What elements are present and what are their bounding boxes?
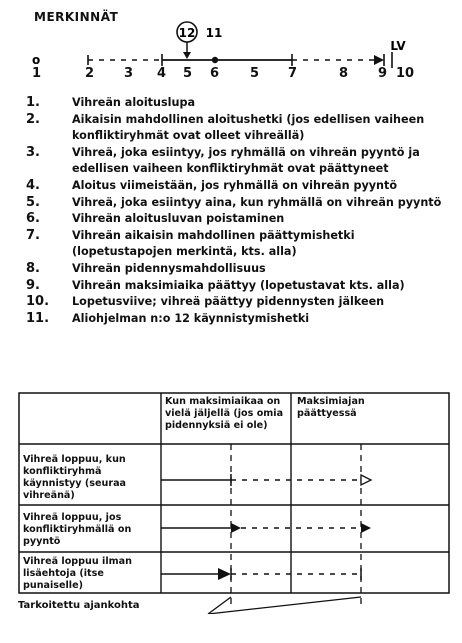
legend-item-number: 2.	[26, 111, 40, 127]
legend-item-text: Aikaisin mahdollinen aloitushetki (jos edellisen vaiheen konfliktiryhmät ovat olleet vihreällä)	[72, 112, 425, 143]
open-arrow-icon	[361, 475, 371, 485]
legend-item-number: 7.	[26, 227, 40, 243]
legend-item	[26, 311, 456, 328]
timeline-start-marker: o	[32, 53, 41, 67]
legend-item-number: 6.	[26, 211, 40, 227]
filled-arrow-icon	[218, 568, 231, 580]
legend-list	[26, 95, 456, 327]
row-label: Vihreä loppuu ilman lisäehtoja (itse punaiselle)	[23, 556, 132, 591]
timeline-number: 6	[210, 66, 220, 81]
legend-item-number: 10.	[26, 294, 50, 310]
legend-item-text: Vihreän aloitusluvan poistaminen	[72, 212, 285, 226]
timeline-number: 4	[157, 66, 167, 81]
timeline-number: 5	[183, 66, 193, 81]
legend-item	[26, 195, 456, 212]
filled-arrow-icon	[231, 523, 241, 533]
circled-label: 12	[178, 26, 196, 40]
table-footer: Tarkoitettu ajankohta	[18, 600, 140, 611]
legend-item	[26, 294, 456, 311]
legend-item-text: Vihreän aikaisin mahdollinen päättymishetki (lopetustapojen merkintä, kts. alla)	[72, 228, 355, 259]
legend-item-number: 11.	[26, 310, 50, 326]
legend-item	[26, 228, 456, 261]
legend-item-text: Vihreän aloituslupa	[72, 96, 196, 109]
legend-item-text: Vihreän maksimiaika päättyy (lopetustavat kts. alla)	[72, 278, 405, 292]
timeline-number: 7	[288, 66, 298, 81]
row-label: Vihreä loppuu, kun konfliktiryhmä käynnistyy (seuraa vihreänä)	[23, 454, 127, 501]
legend-item-number: 8.	[26, 260, 40, 276]
timeline-dot-6	[212, 57, 218, 63]
legend-item-text: Vihreä, joka esiintyy aina, kun ryhmällä on vihreän pyyntö	[72, 195, 442, 209]
legend-item-text: Aliohjelman n:o 12 käynnistymishetki	[72, 311, 310, 325]
legend-item	[26, 95, 456, 112]
timeline-end-label: LV	[390, 39, 406, 53]
legend-item-number: 3.	[26, 144, 40, 160]
timeline-number: 8	[339, 66, 349, 81]
timeline-diagram	[0, 0, 462, 90]
legend-item	[26, 112, 456, 145]
legend-item-text: Vihreä, joka esiintyy, jos ryhmällä on vihreän pyyntö ja edellisen vaiheen konfliktiryhmät ovat päättyneet	[72, 145, 420, 176]
legend-item-number: 1.	[26, 95, 40, 110]
filled-arrow-icon	[361, 523, 371, 533]
legend-item-number: 4.	[26, 177, 40, 193]
timeline-number: 1	[32, 66, 42, 81]
header-remaining-time: Kun maksimiaikaa on vielä jäljellä (jos omia pidennyksiä ei ole)	[165, 396, 284, 431]
header-max-time-ends: Maksimiajan päättyessä	[297, 396, 365, 419]
timeline-arrowhead-icon	[374, 55, 384, 65]
timeline-number: 5	[250, 66, 260, 81]
legend-item	[26, 261, 456, 278]
legend-item-number: 5.	[26, 194, 40, 210]
legend-item	[26, 145, 456, 178]
termination-table	[18, 392, 450, 614]
legend-item-text: Lopetusviive; vihreä päättyy pidennysten jälkeen	[72, 295, 385, 309]
timeline-number: 10	[396, 66, 415, 81]
legend-item-text: Aloitus viimeistään, jos ryhmällä on vihreän pyyntö	[72, 178, 398, 192]
timeline-number: 2	[85, 66, 95, 81]
legend-item	[26, 278, 456, 295]
legend-item	[26, 178, 456, 195]
timeline-number: 3	[124, 66, 134, 81]
legend-item-text: Vihreän pidennysmahdollisuus	[72, 261, 266, 275]
legend-item	[26, 211, 456, 228]
down-arrow-icon	[183, 52, 191, 59]
legend-item-number: 9.	[26, 277, 40, 293]
timeline-number: 9	[378, 66, 388, 81]
timeline-above-label: 11	[205, 26, 223, 40]
row-label: Vihreä loppuu, jos konfliktiryhmällä on pyyntö	[23, 512, 132, 547]
page-title: MERKINNÄT	[34, 10, 119, 24]
